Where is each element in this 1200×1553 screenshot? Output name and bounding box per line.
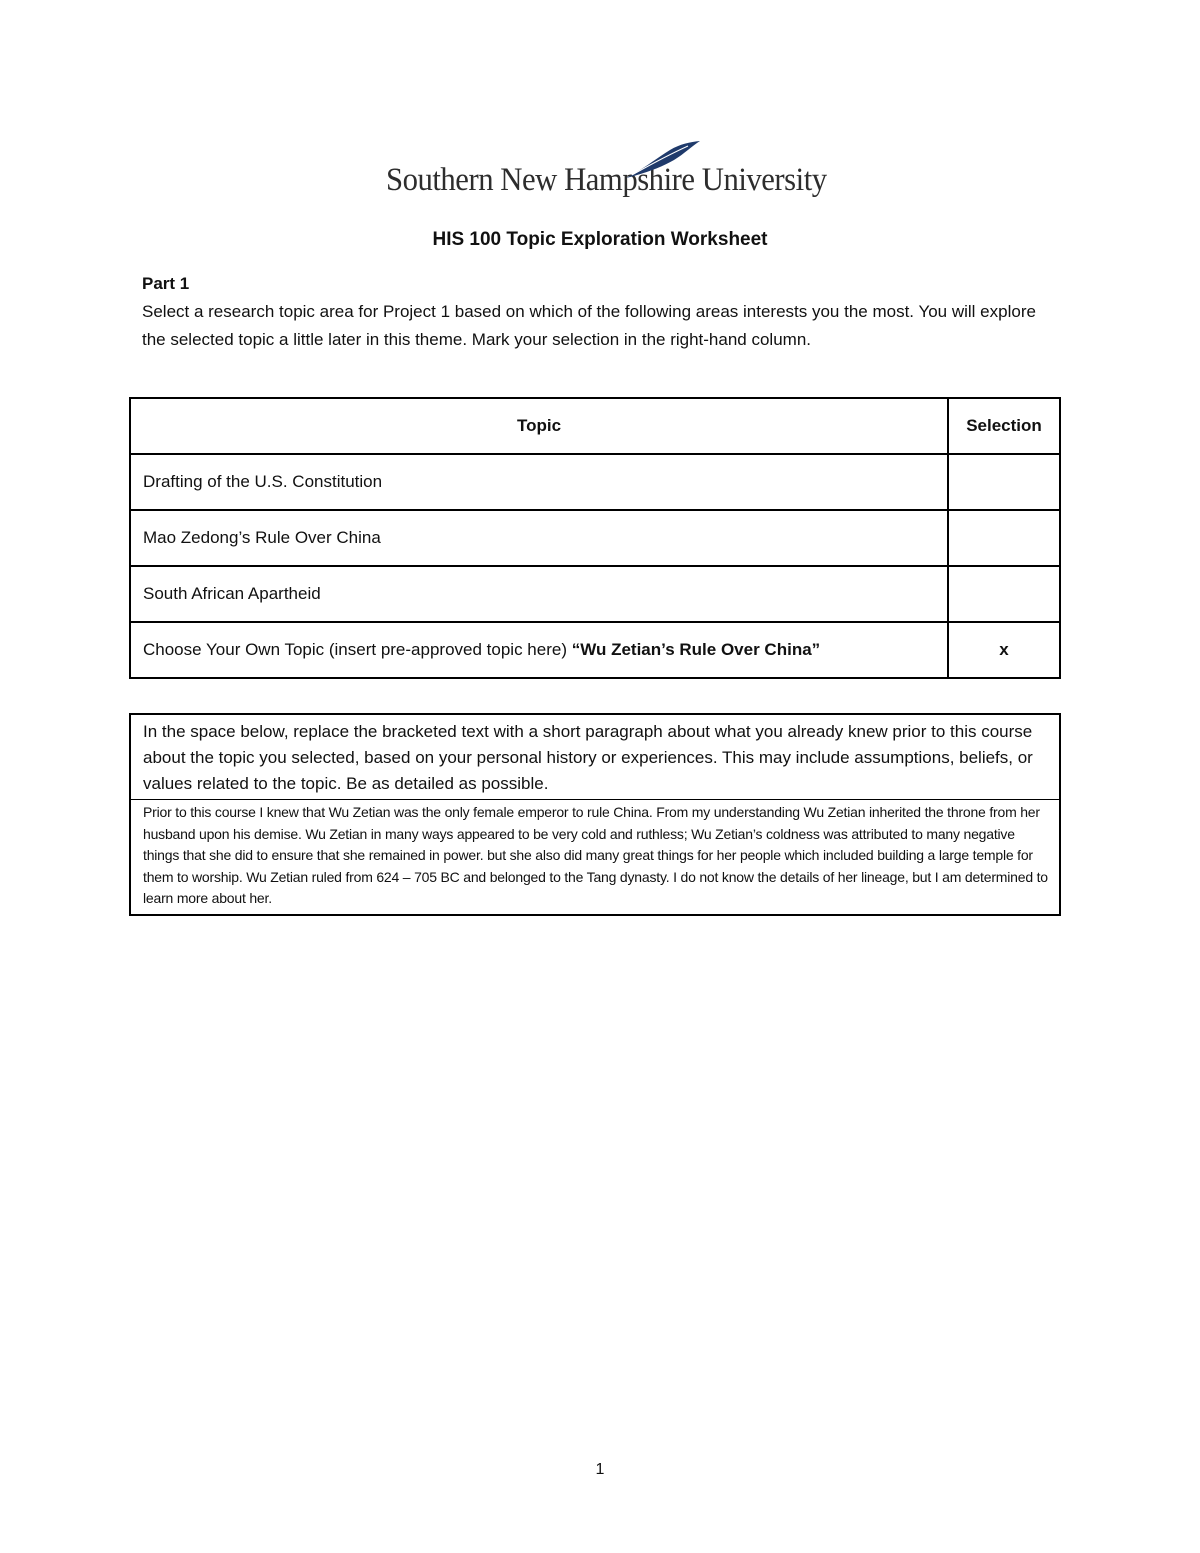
selection-cell[interactable] [948,510,1060,566]
feather-quill-icon [622,140,702,180]
topic-selection-table [129,397,1061,679]
table-row [130,510,1060,566]
document-title: HIS 100 Topic Exploration Worksheet [432,229,768,250]
university-name: Southern New Hampshire University [386,162,827,198]
topic-cell [130,622,948,678]
table-row [130,454,1060,510]
selection-cell[interactable]: x [948,622,1060,678]
prior-knowledge-box [129,713,1061,916]
selection-cell[interactable] [948,566,1060,622]
selection-cell[interactable] [948,454,1060,510]
topic-cell: Drafting of the U.S. Constitution [130,454,948,510]
part-instructions: Select a research topic area for Project 1 based on which of the following areas interests you the most. You will explore the selected topic a little later in this theme. Mark your selection in the right-hand column. [142,302,1036,349]
prior-knowledge-answer[interactable]: Prior to this course I knew that Wu Zetian was the only female emperor to rule China. From my understanding Wu Zetian inherited the throne from her husband upon his demise. Wu Zetian in many ways appeared to be very cold and ruthless; Wu Zetian’s coldness was attributed to many negative things that she did to ensure that she remained in power. but she also did many great things for her people which included building a large temple for them to worship. Wu Zetian ruled from 624 – 705 BC and belonged to the Tang dynasty. I do not know the details of her lineage, but I am determined to learn more about her. [143,804,1048,907]
selection-column-header: Selection [948,398,1060,454]
table-header-row [130,398,1060,454]
page-number: 1 [595,1461,605,1478]
prior-knowledge-prompt: In the space below, replace the bracketed text with a short paragraph about what you already knew prior to this course about the topic you selected, based on your personal history or experiences. This may include assumptions, beliefs, or values related to the topic. Be as detailed as possible. [131,715,1059,800]
university-logo [386,140,827,210]
custom-topic-label: Choose Your Own Topic (insert pre-approved topic here) [143,640,567,659]
custom-topic-value[interactable]: “Wu Zetian’s Rule Over China” [571,640,821,659]
topic-cell: Mao Zedong’s Rule Over China [130,510,948,566]
topic-cell: South African Apartheid [130,566,948,622]
table-row [130,622,1060,678]
part-label: Part 1 [142,274,190,293]
table-row [130,566,1060,622]
topic-column-header: Topic [130,398,948,454]
